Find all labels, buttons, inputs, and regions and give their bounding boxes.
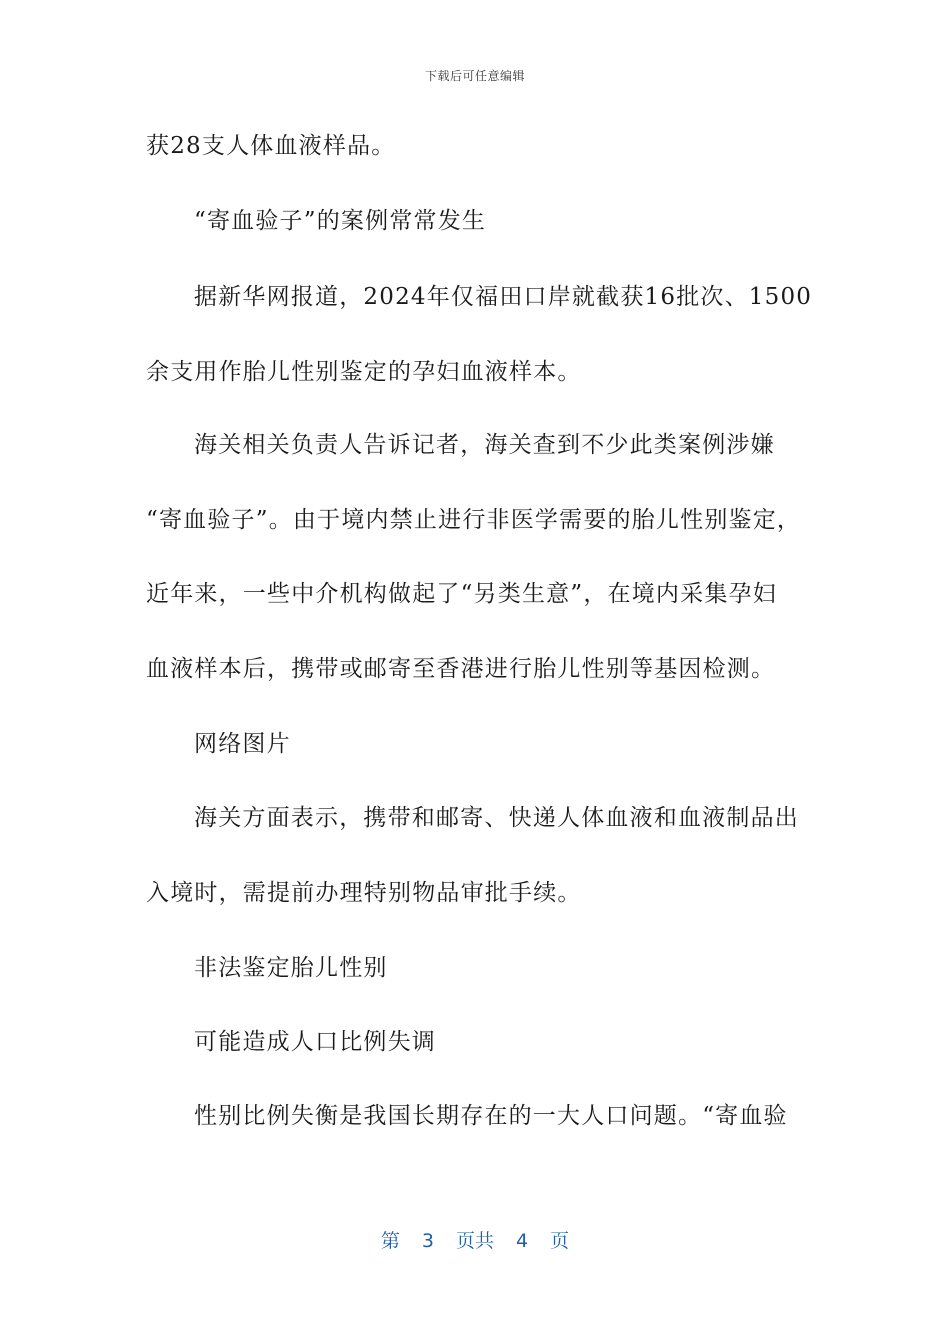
- body-line: “寄血验子”。由于境内禁止进行非医学需要的胎儿性别鉴定，: [146, 507, 802, 533]
- body-line: 血液样本后，携带或邮寄至香港进行胎儿性别等基因检测。: [146, 656, 776, 682]
- footer-total-word-end: 页: [550, 1230, 570, 1252]
- body-line: 入境时，需提前办理特别物品审批手续。: [146, 880, 582, 906]
- body-line: 余支用作胎儿性别鉴定的孕妇血液样本。: [146, 359, 582, 385]
- footer-total-word: 页共: [455, 1230, 494, 1252]
- body-line: 非法鉴定胎儿性别: [194, 955, 388, 981]
- body-line: 获28支人体血液样品。: [146, 133, 396, 159]
- body-line: 可能造成人口比例失调: [194, 1029, 436, 1055]
- body-line: 性别比例失衡是我国长期存在的一大人口问题。“寄血验: [194, 1103, 788, 1129]
- footer-total-number: 4: [516, 1230, 529, 1252]
- footer-page-number: 3: [421, 1230, 434, 1252]
- page-header: 下载后可任意编辑: [424, 69, 525, 83]
- body-line: 海关相关负责人告诉记者，海关查到不少此类案例涉嫌: [194, 432, 775, 458]
- body-line: “寄血验子”的案例常常发生: [194, 208, 487, 234]
- body-line: 近年来，一些中介机构做起了“另类生意”，在境内采集孕妇: [146, 581, 777, 607]
- body-line: 网络图片: [194, 731, 291, 757]
- page-footer: [0, 1226, 950, 1253]
- footer-page-word: 第: [380, 1230, 400, 1252]
- body-line: 海关方面表示，携带和邮寄、快递人体血液和血液制品出: [194, 805, 799, 831]
- body-line: 据新华网报道，2024年仅福田口岸就截获16批次、1500: [194, 284, 813, 310]
